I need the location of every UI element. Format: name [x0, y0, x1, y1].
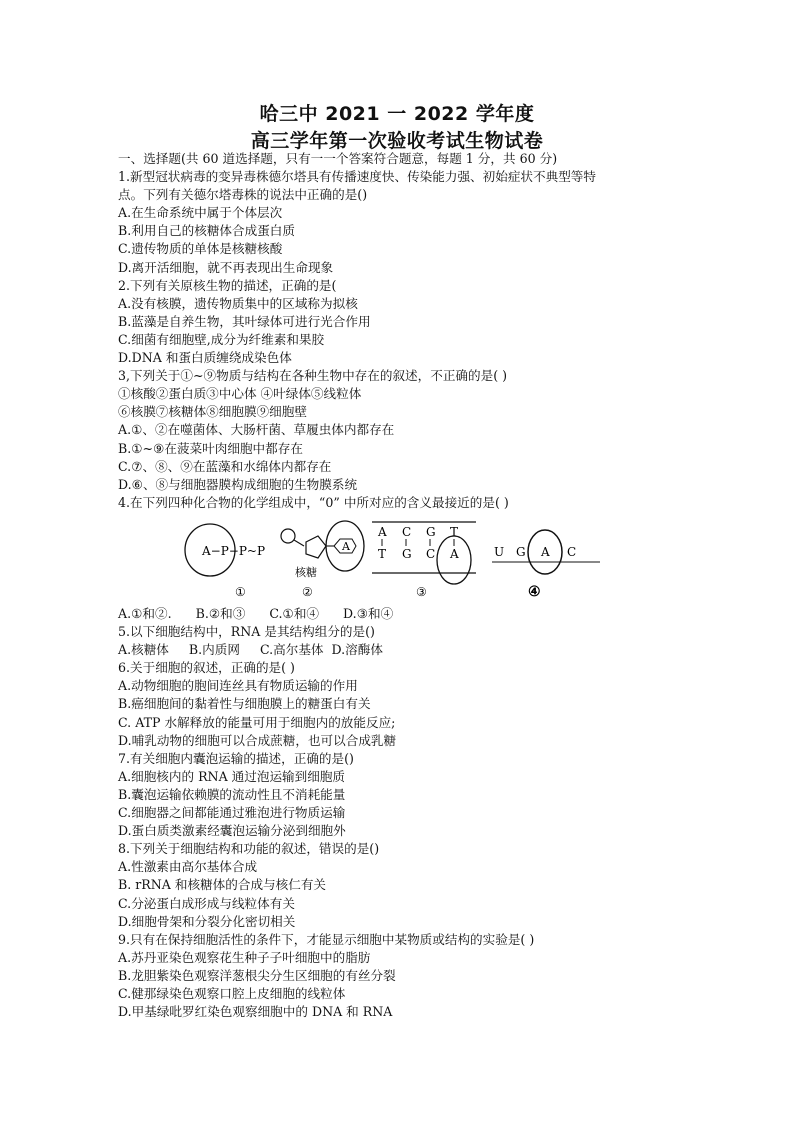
- option-line: A.性激素由高尔基体合成: [118, 859, 258, 875]
- option-line: D.DNA 和蛋白质缠绕成染色体: [118, 350, 292, 366]
- option-line: A.①和②. B.②和③ C.①和④ D.③和④: [118, 606, 394, 621]
- option-line: C.分泌蛋白成形成与线粒体有关: [118, 895, 295, 911]
- option-line: A.细胞核内的 RNA 通过泡运输到细胞质: [118, 768, 346, 784]
- figure-atp: [185, 524, 265, 599]
- questions-top: [118, 150, 678, 512]
- exam-title-line2: 高三学年第一次验收考试生物试卷: [250, 130, 544, 152]
- question-line: 2.下列有关原核生物的描述，正确的是(: [118, 277, 337, 293]
- question-line: 6.关于细胞的叙述，正确的是( ): [118, 660, 295, 676]
- questions-bottom: [118, 605, 678, 1021]
- question-line: 点。下列有关德尔塔毒株的说法中正确的是(): [118, 187, 368, 203]
- figure-dna-top: T: [450, 525, 459, 539]
- figure-dna-top: A: [378, 525, 387, 539]
- option-line: C.⑦、⑧、⑨在蓝藻和水绵体内都存在: [118, 458, 332, 474]
- option-line: B.龙胆紫染色观察洋葱根尖分生区细胞的有丝分裂: [118, 967, 396, 983]
- option-line: C.细菌有细胞壁,成分为纤维素和果胶: [118, 331, 325, 347]
- question-line: 9.只有在保持细胞活性的条件下，才能显示细胞中某物质或结构的实验是( ): [118, 931, 535, 947]
- figure-caption-1: ①: [235, 585, 246, 599]
- question-line: ①核酸②蛋白质③中心体 ④叶绿体⑤线粒体: [118, 386, 362, 402]
- question-line: 4.在下列四种化合物的化学组成中，“0” 中所对应的含义最接近的是( ): [118, 494, 509, 510]
- question-line: 7.有关细胞内囊泡运输的描述，正确的是(): [118, 750, 354, 766]
- figure-rna-base: C: [567, 545, 577, 559]
- option-line: B. rRNA 和核糖体的合成与核仁有关: [118, 877, 327, 893]
- figure-caption-3: ③: [416, 585, 427, 599]
- figure-nucleotide-label: 核糖: [295, 566, 317, 579]
- option-line: A.在生命系统中属于个体层次: [118, 205, 283, 221]
- section-heading: 一、选择题(共 60 道选择题，只有一一个答案符合题意，每题 1 分，共 60 分): [118, 151, 558, 166]
- option-line: C.遗传物质的单体是核糖核酸: [118, 241, 283, 257]
- figure-dna-top: C: [402, 525, 412, 539]
- option-line: A.动物细胞的胞间连丝具有物质运输的作用: [118, 678, 358, 694]
- figure-dna-bottom: G: [402, 547, 412, 561]
- figure-nucleotide-base: A: [342, 540, 350, 553]
- figure-nucleotide: [281, 521, 364, 599]
- question-line: 3,下列关于①~⑨物质与结构在各种生物中存在的叙述，不正确的是( ): [118, 368, 508, 384]
- figure-rna-base: G: [516, 545, 526, 559]
- figure-atp-label: A−P−P~P: [202, 544, 266, 558]
- option-line: B.癌细胞间的黏着性与细胞膜上的糖蛋白有关: [118, 696, 371, 712]
- figure-dna-strands: [372, 522, 476, 599]
- option-line: A.苏丹亚染色观察花生种子子叶细胞中的脂肪: [118, 949, 371, 965]
- option-line: C.细胞器之间都能通过雅泡进行物质运输: [118, 805, 346, 821]
- figure-dna-top: G: [426, 525, 436, 539]
- option-line: C. ATP 水解释放的能量可用于细胞内的放能反应;: [118, 714, 396, 730]
- figure-rna-base: U: [494, 545, 505, 559]
- figure-dna-bottom: A: [450, 547, 459, 561]
- question-line: ⑥核膜⑦核糖体⑧细胞膜⑨细胞壁: [118, 404, 307, 420]
- option-line: D.蛋白质类激素经囊泡运输分泌到细胞外: [118, 823, 346, 839]
- figure-rna-strand: [492, 530, 600, 600]
- question-line: 5.以下细胞结构中，RNA 是其结构组分的是(): [118, 624, 375, 640]
- option-line: D.细胞骨架和分裂分化密切相关: [118, 913, 296, 929]
- figure-caption-2: ②: [302, 585, 313, 599]
- option-line: B.利用自己的核糖体合成蛋白质: [118, 223, 295, 239]
- option-line: B.①~⑨在菠菜叶肉细胞中都存在: [118, 440, 303, 456]
- figure-caption-4: ④: [528, 584, 541, 600]
- option-line: D.离开活细胞，就不再表现出生命现象: [118, 259, 334, 275]
- option-line: A.核糖体 B.内质网 C.高尔基体 D.溶酶体: [118, 642, 383, 658]
- figure-rna-base: A: [541, 545, 550, 559]
- option-line: C.健那绿染色观察口腔上皮细胞的线粒体: [118, 985, 346, 1001]
- option-line: A.①、②在噬菌体、大肠杆菌、草履虫体内都存在: [118, 422, 395, 438]
- option-line: B.囊泡运输依赖膜的流动性且不消耗能量: [118, 786, 346, 802]
- figure-dna-bottom: T: [378, 547, 387, 561]
- option-line: D.哺乳动物的细胞可以合成蔗糖，也可以合成乳糖: [118, 732, 397, 748]
- option-line: B.蓝藻是自养生物，其叶绿体可进行光合作用: [118, 313, 371, 329]
- compound-figure: [180, 520, 600, 600]
- question-line: 1.新型冠状病毒的变异毒株德尔塔具有传播速度快、传染能力强、初始症状不典型等特: [118, 169, 596, 185]
- option-line: D.甲基绿吡罗红染色观察细胞中的 DNA 和 RNA: [118, 1004, 393, 1020]
- exam-title-line1: 哈三中 2021 一 2022 学年度: [259, 103, 535, 125]
- figure-dna-bottom: C: [426, 547, 436, 561]
- option-line: D.⑥、⑧与细胞器膜构成细胞的生物膜系统: [118, 476, 358, 492]
- option-line: A.没有核膜，遗传物质集中的区域称为拟核: [118, 295, 358, 311]
- question-line: 8.下列关于细胞结构和功能的叙述，错误的是(): [118, 841, 380, 857]
